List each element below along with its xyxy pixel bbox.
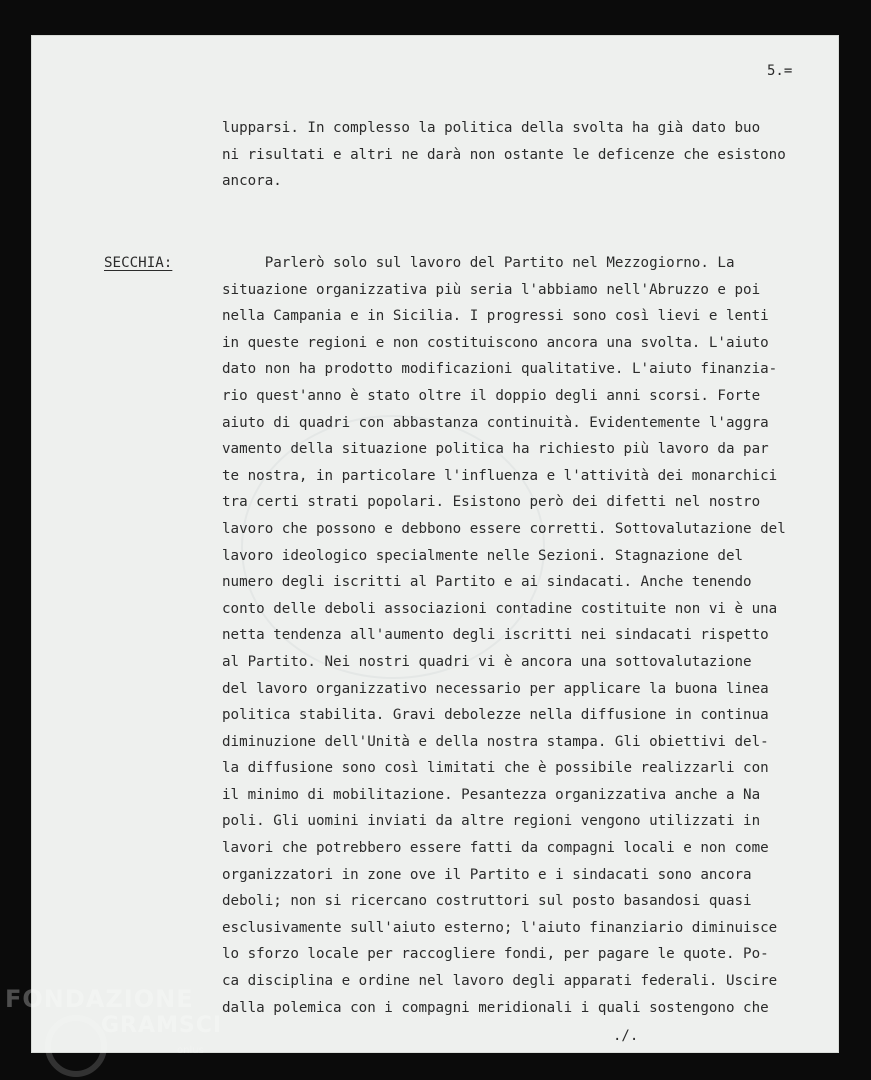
paragraph2-line: organizzatori in zone ove il Partito e i sindacati sono ancora xyxy=(222,866,752,883)
paragraph2-line: dalla polemica con i compagni meridionali i quali sostengono che xyxy=(222,999,769,1016)
paragraph2-line: netta tendenza all'aumento degli iscritti nei sindacati rispetto xyxy=(222,627,769,644)
paragraph1-line: ni risultati e altri ne darà non ostante le deficenze che esistono xyxy=(222,146,786,163)
document-page xyxy=(31,35,839,1053)
paragraph2-line: Parlerò solo sul lavoro del Partito nel Mezzogiorno. La xyxy=(222,255,735,271)
paragraph2-line: vamento della situazione politica ha richiesto più lavoro da par xyxy=(222,441,769,458)
paragraph1-line: lupparsi. In complesso la politica della svolta ha già dato buo xyxy=(222,120,761,136)
watermark-line2: GRAMSCI xyxy=(101,1013,223,1038)
paragraph2-line: il minimo di mobilitazione. Pesantezza organizzativa anche a Na xyxy=(222,786,761,803)
paragraph2-line: conto delle deboli associazioni contadine costituite non vi è una xyxy=(222,600,778,617)
paragraph2-line: deboli; non si ricercano costruttori sul posto basandosi quasi xyxy=(222,893,752,910)
paragraph2-line: numero degli iscritti al Partito e ai sindacati. Anche tenendo xyxy=(222,574,752,591)
watermark-logo-icon xyxy=(45,1015,107,1077)
paragraph2-line: situazione organizzativa più seria l'abbiamo nell'Abruzzo e poi xyxy=(222,281,761,298)
paragraph2-line: politica stabilita. Gravi debolezze nella diffusione in continua xyxy=(222,707,769,724)
watermark-line3: onlus xyxy=(177,1045,204,1056)
paragraph2-line: del lavoro organizzativo necessario per applicare la buona linea xyxy=(222,680,769,697)
fondazione-gramsci-watermark xyxy=(5,985,235,1075)
continuation-mark: ./. xyxy=(613,1028,639,1044)
paragraph2-line: lavoro ideologico specialmente nelle Sezioni. Stagnazione del xyxy=(222,547,744,564)
page-number: 5.= xyxy=(767,63,793,79)
paragraph2-line: al Partito. Nei nostri quadri vi è ancora una sottovalutazione xyxy=(222,653,752,670)
paragraph2-line: te nostra, in particolare l'influenza e l'attività dei monarchici xyxy=(222,467,778,484)
paragraph2-line: lavori che potrebbero essere fatti da compagni locali e non come xyxy=(222,840,769,857)
watermark-line1: FONDAZIONE xyxy=(5,985,194,1013)
paragraph2-line: aiuto di quadri con abbastanza continuità. Evidentemente l'aggra xyxy=(222,414,769,431)
paragraph2-line: ca disciplina e ordine nel lavoro degli apparati federali. Uscire xyxy=(222,973,778,990)
paragraph2-line: poli. Gli uomini inviati da altre regioni vengono utilizzati in xyxy=(222,813,761,830)
paragraph1-line: ancora. xyxy=(222,173,282,190)
paragraph2-line: lavoro che possono e debbono essere corretti. Sottovalutazione del xyxy=(222,520,786,537)
speaker-label: SECCHIA: xyxy=(104,255,173,271)
paragraph2-line: diminuzione dell'Unità e della nostra stampa. Gli obiettivi del- xyxy=(222,733,769,750)
paragraph2-line: la diffusione sono così limitati che è possibile realizzarli con xyxy=(222,760,769,777)
paragraph2-line: tra certi strati popolari. Esistono però dei difetti nel nostro xyxy=(222,494,761,511)
paragraph2-line: lo sforzo locale per raccogliere fondi, per pagare le quote. Po- xyxy=(222,946,769,963)
paragraph2-line: dato non ha prodotto modificazioni qualitative. L'aiuto finanzia- xyxy=(222,361,778,378)
paragraph2-line: rio quest'anno è stato oltre il doppio degli anni scorsi. Forte xyxy=(222,387,761,404)
paragraph2-line: in queste regioni e non costituiscono ancora una svolta. L'aiuto xyxy=(222,334,769,351)
paragraph-2 xyxy=(222,250,837,1021)
paragraph-1 xyxy=(222,115,837,195)
paragraph2-line: nella Campania e in Sicilia. I progressi sono così lievi e lenti xyxy=(222,308,769,325)
paragraph2-line: esclusivamente sull'aiuto esterno; l'aiuto finanziario diminuisce xyxy=(222,919,778,936)
